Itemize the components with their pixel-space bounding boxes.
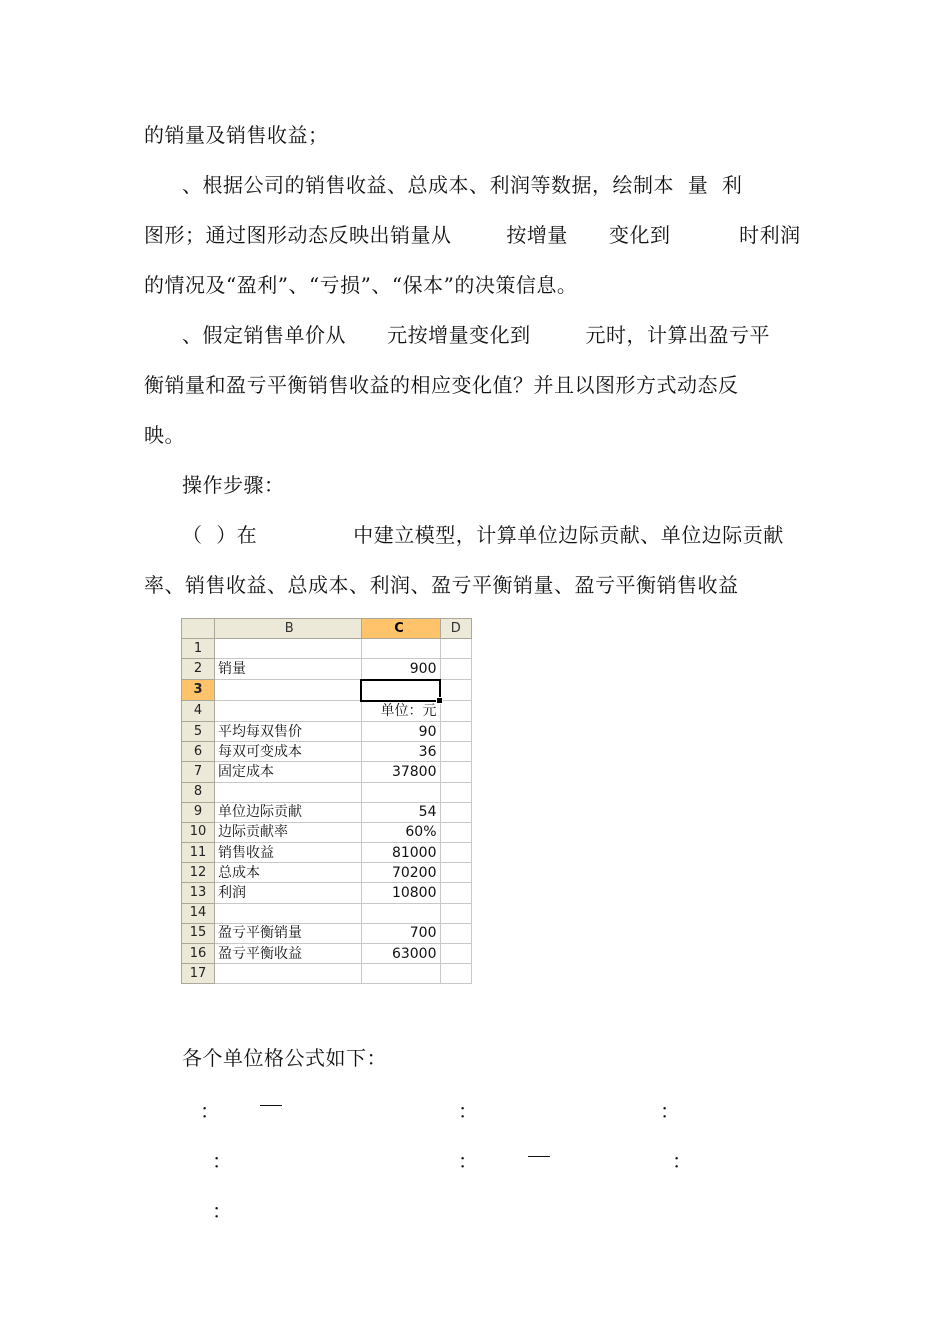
cell-label[interactable]: 销售收益 (215, 843, 362, 863)
cell-label[interactable]: 利润 (215, 883, 362, 903)
cell-empty[interactable] (440, 822, 472, 842)
cell-empty[interactable] (440, 742, 472, 762)
row-header[interactable]: 16 (182, 944, 215, 964)
row-header[interactable]: 5 (182, 721, 215, 741)
row-header[interactable]: 4 (182, 701, 215, 722)
table-row (182, 680, 472, 701)
formula-dash (260, 1105, 282, 1106)
paragraph-line: 衡销量和盈亏平衡销售收益的相应变化值？并且以图形方式动态反 (144, 373, 739, 397)
sheet-corner[interactable] (182, 619, 215, 639)
paragraph-line: 、根据公司的销售收益、总成本、利润等数据，绘制本 量 利 (182, 173, 743, 197)
cell-value[interactable]: 81000 (361, 843, 440, 863)
table-row (182, 639, 472, 659)
cell-value[interactable]: 60% (361, 822, 440, 842)
cell-empty[interactable] (440, 721, 472, 741)
cell-empty[interactable] (440, 701, 472, 722)
table-row (182, 843, 472, 863)
table-row (182, 903, 472, 923)
paragraph-line: （ ）在 中建立模型，计算单位边际贡献、单位边际贡献 (182, 523, 784, 547)
cell-label[interactable]: 盈亏平衡收益 (215, 944, 362, 964)
row-header[interactable]: 9 (182, 802, 215, 822)
row-header[interactable]: 7 (182, 762, 215, 782)
table-row (182, 782, 472, 802)
paragraph-line: 映。 (144, 423, 185, 447)
row-header[interactable]: 15 (182, 923, 215, 943)
table-row (182, 944, 472, 964)
cell-empty[interactable] (440, 782, 472, 802)
cell-label[interactable]: 平均每双售价 (215, 721, 362, 741)
row-header[interactable]: 10 (182, 822, 215, 842)
formula-colon: ： (458, 1149, 478, 1173)
cell-label[interactable] (215, 782, 362, 802)
paragraph-line: 图形；通过图形动态反映出销量从 按增量 变化到 时利润 (144, 223, 801, 247)
formula-dash (528, 1156, 550, 1157)
table-row (182, 883, 472, 903)
table-row (182, 721, 472, 741)
cell-value[interactable]: 36 (361, 742, 440, 762)
row-header[interactable]: 11 (182, 843, 215, 863)
cell-empty[interactable] (440, 680, 472, 701)
formula-colon: ： (212, 1149, 232, 1173)
formula-colon: ： (212, 1199, 232, 1223)
cell-value[interactable]: 37800 (361, 762, 440, 782)
fill-handle[interactable] (436, 697, 443, 704)
cell-value[interactable] (361, 782, 440, 802)
table-row (182, 822, 472, 842)
cell-value[interactable]: 单位：元 (361, 701, 440, 722)
cell-label[interactable]: 边际贡献率 (215, 822, 362, 842)
cell-label[interactable]: 单位边际贡献 (215, 802, 362, 822)
cell-value[interactable]: 700 (361, 923, 440, 943)
row-header[interactable]: 8 (182, 782, 215, 802)
cell-label[interactable] (215, 639, 362, 659)
active-cell[interactable] (361, 680, 440, 701)
cell-empty[interactable] (440, 964, 472, 984)
table-row (182, 923, 472, 943)
table-row (182, 964, 472, 984)
table-row (182, 762, 472, 782)
cell-label[interactable] (215, 701, 362, 722)
row-header[interactable]: 12 (182, 863, 215, 883)
cell-label[interactable] (215, 903, 362, 923)
table-row (182, 802, 472, 822)
column-header-d[interactable]: D (440, 619, 472, 639)
row-header[interactable]: 2 (182, 659, 215, 680)
column-header-c[interactable]: C (361, 619, 440, 639)
row-header[interactable]: 13 (182, 883, 215, 903)
cell-empty[interactable] (440, 903, 472, 923)
paragraph-line: 、假定销售单价从 元按增量变化到 元时，计算出盈亏平 (182, 323, 771, 347)
cell-empty[interactable] (440, 639, 472, 659)
table-row (182, 863, 472, 883)
cell-empty[interactable] (440, 923, 472, 943)
cell-label[interactable]: 固定成本 (215, 762, 362, 782)
paragraph-line: 率、销售收益、总成本、利润、盈亏平衡销量、盈亏平衡销售收益 (144, 573, 739, 597)
paragraph-line: 的情况及“盈利”、“亏损”、“保本”的决策信息。 (144, 273, 578, 297)
row-header[interactable]: 17 (182, 964, 215, 984)
sheet-rows (182, 639, 472, 984)
table-row (182, 659, 472, 680)
cell-empty[interactable] (440, 843, 472, 863)
cell-value[interactable]: 70200 (361, 863, 440, 883)
cell-empty[interactable] (440, 863, 472, 883)
cell-value[interactable]: 900 (361, 659, 440, 680)
paragraph-line: 的销量及销售收益； (144, 123, 329, 147)
cell-value[interactable]: 10800 (361, 883, 440, 903)
cell-value[interactable]: 54 (361, 802, 440, 822)
cell-label[interactable]: 总成本 (215, 863, 362, 883)
formula-colon: ： (200, 1099, 220, 1123)
column-header-b[interactable]: B (215, 619, 362, 639)
formula-colon: ： (672, 1149, 692, 1173)
table-row (182, 742, 472, 762)
cell-empty[interactable] (440, 659, 472, 680)
cell-label[interactable]: 每双可变成本 (215, 742, 362, 762)
row-header[interactable]: 6 (182, 742, 215, 762)
cell-empty[interactable] (440, 802, 472, 822)
cell-empty[interactable] (440, 944, 472, 964)
cell-empty[interactable] (440, 883, 472, 903)
cell-label[interactable] (215, 680, 362, 701)
cell-value[interactable]: 63000 (361, 944, 440, 964)
cell-empty[interactable] (440, 762, 472, 782)
cell-value[interactable]: 90 (361, 721, 440, 741)
section-heading: 操作步骤： (182, 473, 285, 497)
formula-colon: ： (660, 1099, 680, 1123)
row-header[interactable]: 14 (182, 903, 215, 923)
cell-label[interactable] (215, 964, 362, 984)
formula-colon: ： (458, 1099, 478, 1123)
cell-value[interactable] (361, 639, 440, 659)
cell-label[interactable]: 销量 (215, 659, 362, 680)
row-header[interactable]: 1 (182, 639, 215, 659)
table-row (182, 701, 472, 722)
cell-value[interactable] (361, 964, 440, 984)
cell-value[interactable] (361, 903, 440, 923)
spreadsheet (181, 618, 472, 984)
cell-label[interactable]: 盈亏平衡销量 (215, 923, 362, 943)
formulas-heading: 各个单位格公式如下： (182, 1046, 387, 1070)
row-header[interactable]: 3 (182, 680, 215, 701)
